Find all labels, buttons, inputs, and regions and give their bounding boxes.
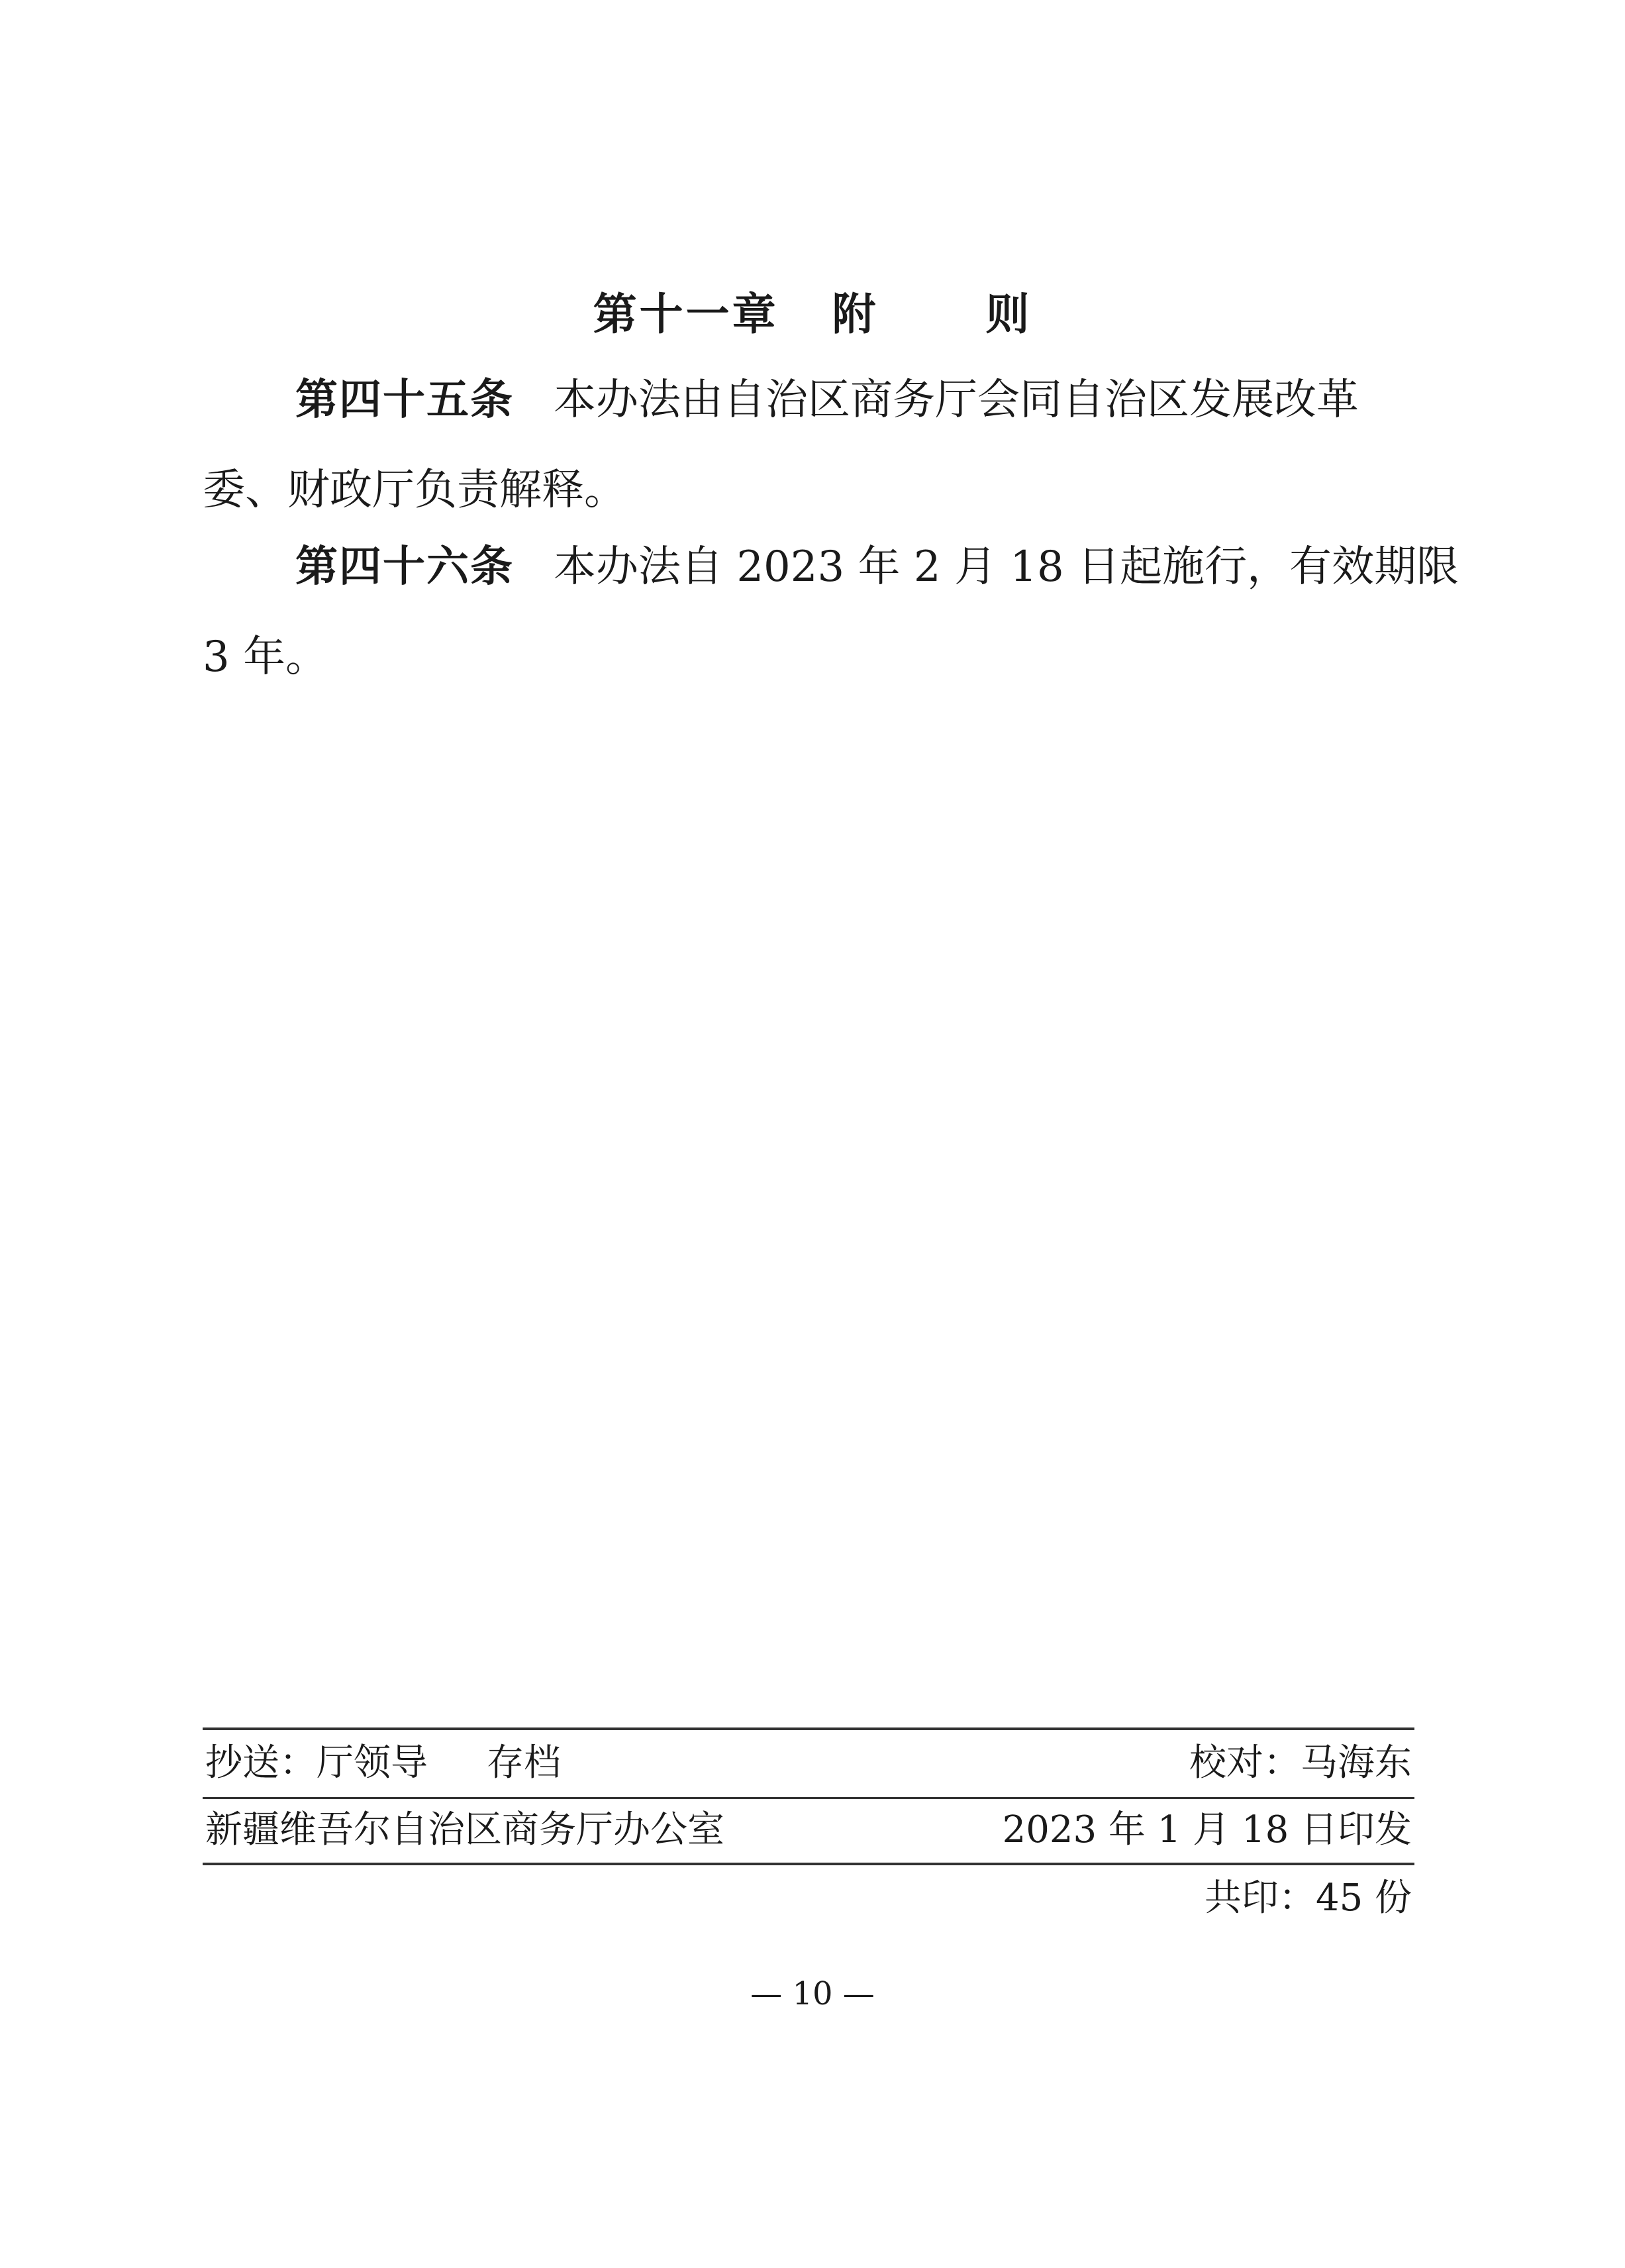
footer-rule-bottom bbox=[203, 1863, 1414, 1865]
issuing-office: 新疆维吾尔自治区商务厅办公室 bbox=[205, 1808, 724, 1851]
cc-recipients: 抄送：厅领导 存档 bbox=[205, 1741, 562, 1784]
article-number: 第四十五条 bbox=[295, 376, 514, 425]
footer-issuer-row bbox=[205, 1798, 1412, 1862]
article-text-continued: 委、财政厅负责解释。 bbox=[203, 466, 626, 515]
article-text-continued: 3 年。 bbox=[203, 633, 328, 682]
chapter-title: 第十一章 附 则 bbox=[593, 289, 1032, 340]
print-copies: 共印：45 份 bbox=[1204, 1877, 1412, 1920]
article-text: 本办法由自治区商务厅会同自治区发展改革 bbox=[554, 376, 1359, 425]
article-first-line bbox=[203, 355, 1414, 445]
article-first-line bbox=[203, 522, 1459, 612]
issue-date: 2023 年 1 月 18 日印发 bbox=[1002, 1808, 1412, 1851]
article-text: 本办法自 2023 年 2 月 18 日起施行，有效期限 bbox=[554, 542, 1459, 592]
article-45 bbox=[203, 355, 1414, 535]
footer-cc-row bbox=[205, 1731, 1412, 1795]
page-number: — 10 — bbox=[750, 1975, 875, 2012]
article-number: 第四十六条 bbox=[295, 542, 514, 592]
proofreader: 校对：马海东 bbox=[1189, 1741, 1412, 1784]
footer-copies-row bbox=[205, 1867, 1412, 1930]
article-46 bbox=[203, 522, 1459, 702]
footer-rule-top bbox=[203, 1727, 1414, 1730]
